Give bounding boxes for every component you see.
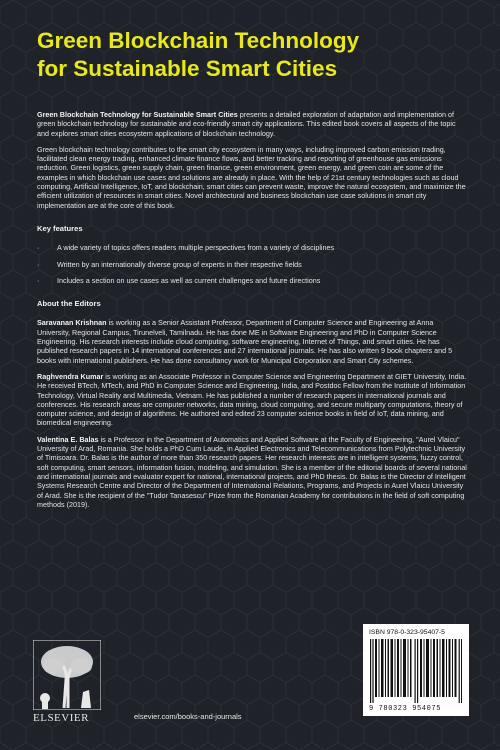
description-p1-text: presents a detailed exploration of adaptation and implementation of green blockchain technology for sustainable and eco-friendly smart city applications. This edited book covers all aspects of the topic and explores smart cities ecosystem applications of blockchain technology. (37, 110, 456, 138)
editor-name: Valentina E. Balas (37, 434, 99, 444)
isbn-number: ISBN 978-0-323-95407-5 (369, 629, 445, 636)
editor-bio-text: is working as a Senior Assistant Professor, Department of Computer Science and Engineering at Anna University, Regional Campus, Tirunelveli, Tamilnadu. He has done ME in Software Engineering and PhD in Computer Science Engineering. His research interests include cloud computing, software engineering, Internet of Things, and smart cities. He has published research papers in 14 international conferences and 27 international journals. He has also written 9 book chapters and 5 books with international publishers. He has done consultancy work for Municipal Corporation and Smart City schemes. (37, 318, 453, 365)
editor-bio (37, 435, 467, 509)
editor-name: Saravanan Krishnan (37, 318, 107, 328)
editor-bio-text: is working as an Associate Professor in Computer Science and Engineering Department at GIET University, India. He received BTech, MTech, and PhD in Computer Science and Engineering, India, and Postdoc Fellow from the Institute of Information Technology, Virtual Reality and Multimedia, Vietnam. He has published a number of research papers in international journals and conferences. His research areas are computer networks, data mining, cloud computing, and secure multiparty computations, theory of computer science, and design of algorithms. He authored and edited 23 computer science books in field of IoT, data mining, and biomedical engineering. (37, 371, 467, 428)
key-feature-item: · Written by an internationally diverse group of experts in their respective fields (37, 260, 467, 269)
key-feature-item: · Includes a section on use cases as well as current challenges and future directions (37, 276, 467, 285)
editor-bio-text: is a Professor in the Department of Automatics and Applied Software at the Faculty of Engineering, "Aurel Vlaicu" University of Arad, Romania. She holds a PhD Cum Laude, in Applied Electronics and Telecommunications from Polytechnic University of Timisoara. Dr. Balas is the author of more than 350 research papers. Her research interests are in intelligent systems, fuzzy control, soft computing, smart sensors, information fusion, modeling, and simulation. She is a member of the editorial boards of several national and international journals and evaluator expert for national, international projects, and PhD thesis. Dr. Balas is the Director of Intelligent Systems Research Centre and Director of the Department of International Relations, Programs, and Projects in Aurel Vlaicu University of Arad. She is the recipient of the "Tudor Tanasescu" Prize from the Romanian Academy for contributions in the field of soft computing methods (2019). (37, 434, 467, 509)
isbn-barcode-box (363, 624, 469, 716)
editor-bio (37, 372, 467, 428)
book-title (37, 27, 477, 83)
key-features-heading: Key features (37, 223, 83, 233)
description-paragraph-2: Green blockchain technology contributes to the smart city ecosystem in many ways, including improved carbon emission trading, facilitated clean energy trading, enhanced climate finance flows, and better tracking and reporting of greenhouse gas emissions reduction. Green logistics, green supply chain, green finance, green environment, green energy, and green coin are some of the examples in which blockchain use cases and solutions are already in place. With the help of 21st century technologies such as cloud computing, Artificial Intelligence, IoT, and blockchain, smart cities can prevent waste, improve the natural ecosystem, and maximize the efficient utilization of resources in smart cities. Novel architectural and business blockchain use case solutions in smart city implementation are at the core of this book. (37, 144, 466, 210)
barcode-icon (370, 639, 462, 703)
key-feature-item: · A wide variety of topics offers readers multiple perspectives from a variety of disciplines (37, 243, 467, 252)
elsevier-tree-logo-icon (33, 640, 101, 710)
book-title-line1: Green Blockchain Technology (37, 28, 360, 53)
description-title-bold: Green Blockchain Technology for Sustainable Smart Cities (37, 110, 238, 119)
book-title-line2: for Sustainable Smart Cities (37, 56, 338, 81)
publisher-url: elsevier.com/books-and-journals (134, 712, 242, 721)
editor-name: Raghvendra Kumar (37, 371, 104, 381)
barcode-digits: 9 780323 954075 (369, 705, 442, 713)
key-features-list (37, 243, 467, 285)
back-cover-text (37, 110, 467, 516)
publisher-name: ELSEVIER (33, 712, 89, 724)
about-editors-heading: About the Editors (37, 299, 101, 309)
editor-bio (37, 318, 467, 364)
description-paragraph-1 (37, 110, 467, 138)
